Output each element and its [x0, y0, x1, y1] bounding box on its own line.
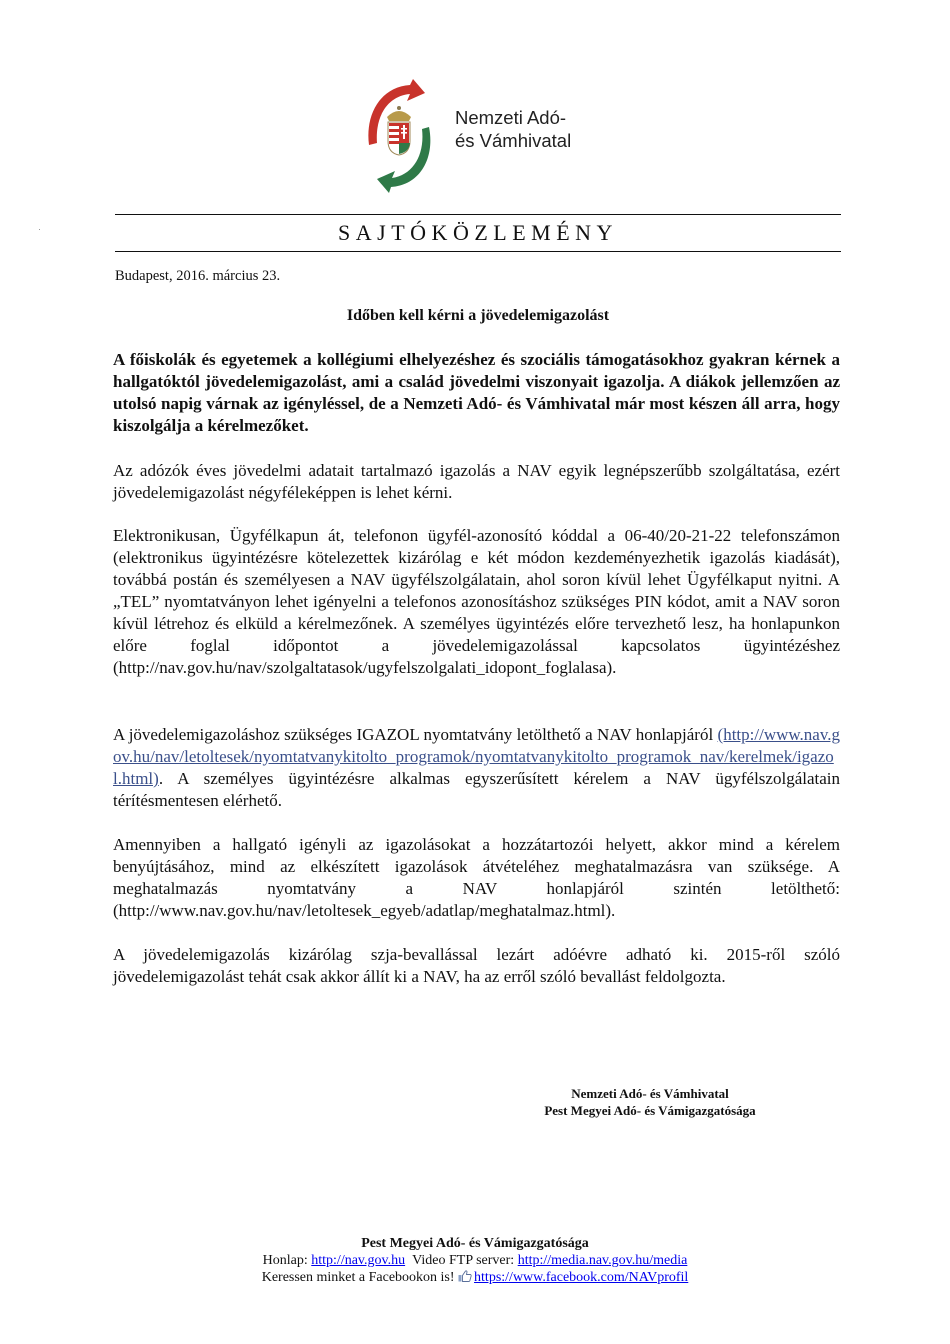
facebook-label: Keressen minket a Facebookon is!	[261, 1270, 459, 1285]
footer-facebook-line	[120, 1269, 830, 1286]
igazol-form-link[interactable]: (http://www.nav.gov.hu/nav/letoltesek/nyomtatvanykitolto_programok/nyomtatvanykitolto_programok_nav/kerelmek/igazol.html)	[113, 725, 840, 788]
paragraph-1: Az adózók éves jövedelmi adatait tartalmazó igazolás a NAV egyik legnépszerűbb szolgáltatása, ezért jövedelemigazolást négyféleképpen is lehet kérni.	[113, 461, 840, 502]
signature-line-2: Pest Megyei Adó- és Vámigazgatósága	[544, 1103, 756, 1118]
logo-text-line1: Nemzeti Adó-	[455, 107, 567, 128]
paragraph-3-text-after: . A személyes ügyintézésre alkalmas egyszerűsített kérelem a NAV ügyfélszolgálatain térítésmentesen elérhető.	[113, 769, 840, 810]
footer-org: Pest Megyei Adó- és Vámigazgatósága	[361, 1236, 589, 1251]
paragraph-3	[113, 724, 840, 812]
signature-block	[500, 1085, 800, 1119]
ftp-label: Video FTP server:	[412, 1253, 518, 1268]
article-lead: A főiskolák és egyetemek a kollégiumi elhelyezéshez és szociális támogatásokhoz gyakran kérnek a hallgatóktól jövedelemigazolást, ami a család jövedelmi viszonyait igazolja. A diákok jellemzően az utolsó napig várnak az igényléssel, de a Nemzeti Adó- és Vámhivatal már most készen áll arra, hogy kiszolgálja a kérelmezőket.	[113, 350, 840, 435]
logo-wordmark	[455, 106, 571, 152]
paragraph-3-text-before: A jövedelemigazoláshoz szükséges IGAZOL nyomtatvány letölthető a NAV honlapjáról	[113, 725, 718, 744]
homepage-link[interactable]: http://nav.gov.hu	[311, 1253, 406, 1268]
place-date: Budapest, 2016. március 23.	[115, 268, 281, 284]
article-headline: Időben kell kérni a jövedelemigazolást	[346, 307, 610, 324]
document-type-title: SAJTÓKÖZLEMÉNY	[338, 220, 618, 245]
homepage-label: Honlap:	[262, 1253, 312, 1268]
logo-text-line2: és Vámhivatal	[455, 130, 572, 151]
paragraph-2: Elektronikusan, Ügyfélkapun át, telefonon ügyfél-azonosító kóddal a 06-40/20-21-22 telefonszámon (elektronikus ügyintézésre kötelezettek kizárólag e két módon kezdeményezhetik igazolás kiadását), továbbá postán és személyesen a NAV ügyfélszolgálatain, ahol soron kívül lehet Ügyfélkaput nyitni. A „TEL” nyomtatványon lehet igényelni a telefonos azonosításhoz szükséges PIN kódot, amit a NAV soron kívül létrehoz és elküld a kérelmezőnek. A személyes ügyintézés előre tervezhető lesz, ha honlapunkon előre foglal időpontot a jövedelemigazolással kapcsolatos ügyintézéshez (http://nav.gov.hu/nav/szolgaltatasok/ugyfelszolgalati_idopont_foglalasa).	[113, 526, 840, 677]
footer-links-line	[120, 1252, 830, 1269]
paragraph-4: Amennyiben a hallgató igényli az igazolásokat a hozzátartozói helyett, akkor mind a kérelem benyújtásához, mind az elkészített igazolások átvételéhez meghatalmazásra van szüksége. A meghatalmazás nyomtatvány a NAV honlapjáról szintén letölthető: (http://www.nav.gov.hu/nav/letoltesek_egyeb/adatlap/meghatalmaz.html).	[113, 835, 840, 920]
title-rule-bottom	[115, 251, 841, 252]
paragraph-5: A jövedelemigazolás kizárólag szja-bevallással lezárt adóévre adható ki. 2015-ről szóló jövedelemigazolást tehát csak akkor állít ki a NAV, ha az erről szóló bevallást feldolgozta.	[113, 945, 840, 986]
thumbs-up-icon	[458, 1270, 472, 1282]
title-rule-top	[115, 214, 841, 215]
facebook-link[interactable]: https://www.facebook.com/NAVprofil	[474, 1270, 689, 1285]
signature-line-1: Nemzeti Adó- és Vámhivatal	[571, 1086, 729, 1101]
footer	[120, 1235, 830, 1286]
nav-logo	[355, 75, 615, 195]
nav-coat-of-arms-logo-icon	[355, 75, 445, 195]
stray-dot	[39, 229, 40, 230]
ftp-link[interactable]: http://media.nav.gov.hu/media	[517, 1253, 688, 1268]
